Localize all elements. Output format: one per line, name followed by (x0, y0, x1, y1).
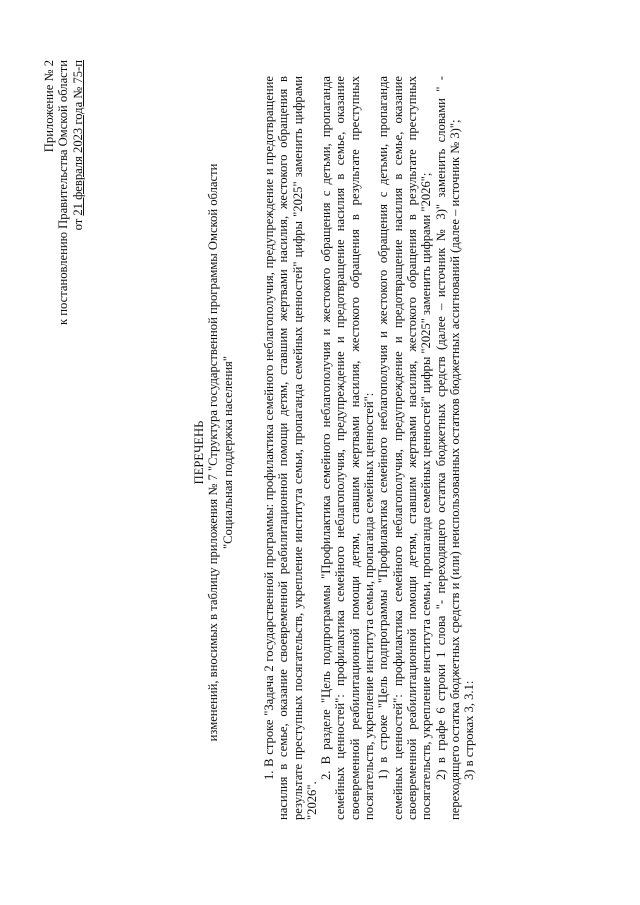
appendix-date-line (71, 60, 85, 325)
appendix-block (42, 60, 85, 325)
appendix-number: Приложение № 2 (42, 60, 56, 153)
title-line-1: изменений, вносимых в таблицу приложения № 7 "Структура государственной программы Омской области (206, 163, 221, 742)
paragraph-1: 1. В строке "Задача 2 государственной программы: профилактика семейного неблагополучия, предупреждение и предотвращение насилия в семье, оказание своевременной реабилитационной помощи детям, ставшим жертвами насилия, жестокого обращения в результате преступных посягательств, укрепление института семьи, пропаганда семейных ценностей" цифры "2025" заменить цифрами "2026". (262, 76, 319, 820)
appendix-date-prefix: от (70, 215, 85, 231)
paragraph-2-item-1: 1) в строке "Цель подпрограммы "Профилактика семейного неблагополучия и жестокого обращения с детьми, пропаганда семейных ценностей": профилактика семейного неблагополучия, предупреждение и предотвращение насилия в семье, оказание своевременной реабилитационной помощи детям, ставшим жертвами насилия, жестокого обращения в результате преступных посягательств, укрепление института семьи, пропаганда семейных ценностей" цифры "2025" заменить цифрами "2026"; (376, 76, 434, 820)
title-heading: ПЕРЕЧЕНЬ (192, 420, 206, 485)
paragraph-2: 2. В разделе "Цель подпрограммы "Профилактика семейного неблагополучия и жестокого обращения с детьми, пропаганда семейных ценностей": профилактика семейного неблагополучия, предупреждение и предотвращение насилия в семье, оказание своевременной реабилитационной помощи детям, ставшим жертвами насилия, жестокого обращения в результате преступных посягательств, укрепление института семьи, пропаганда семейных ценностей": (319, 76, 377, 820)
appendix-decree: к постановлению Правительства Омской области (56, 60, 71, 325)
paragraph-2-item-3: 3) в строках 3, 3.1: (462, 680, 477, 780)
document-title (192, 0, 235, 905)
title-line-2: "Социальная поддержка населения" (220, 356, 235, 550)
appendix-date: 21 февраля 2023 года № 75-п (70, 60, 85, 216)
paragraph-2-item-2: 2) в графе 6 строки 1 слова "- переходящего остатка бюджетных средств (далее – источник № 3)" заменить словами " - переходящего остатка бюджетных средств и (или) неиспользованных остатков бюджетных ассигнований (далее – источник № 3)"; (433, 76, 462, 820)
document-body (262, 76, 476, 820)
